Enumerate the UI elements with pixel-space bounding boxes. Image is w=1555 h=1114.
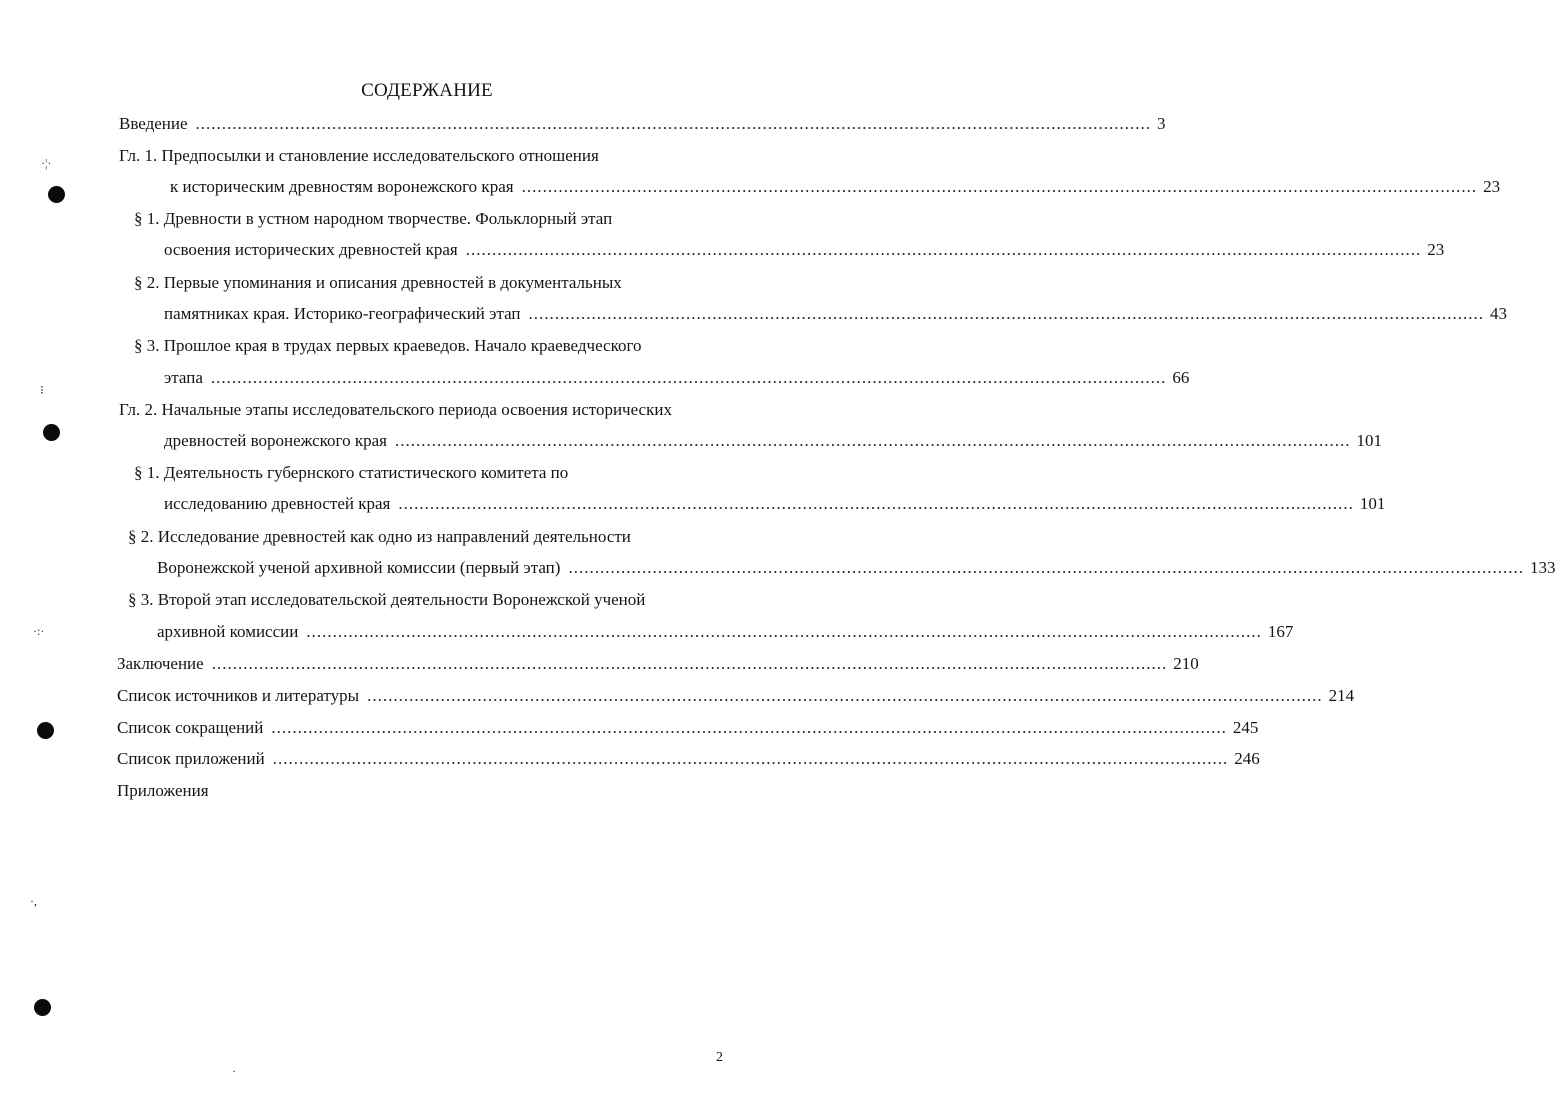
toc-entry-text: памятниках края. Историко-географический этап xyxy=(164,304,521,323)
toc-entry-text: Воронежской ученой архивной комиссии (первый этап) xyxy=(157,558,561,577)
binder-hole-3 xyxy=(37,722,54,739)
dot-leader: ...................................................................................................................................................................................... xyxy=(306,622,1262,641)
page-number: 2 xyxy=(716,1050,723,1065)
toc-entry-text: архивной комиссии xyxy=(157,622,299,641)
toc-page-number: 245 xyxy=(1232,718,1259,737)
dot-leader: ...................................................................................................................................................................................... xyxy=(465,240,1422,259)
scan-speck: ·¦· xyxy=(41,156,52,170)
toc-entry-text: к историческим древностям воронежского края xyxy=(170,177,514,196)
dot-leader: ...................................................................................................................................................................................... xyxy=(271,718,1227,737)
toc-page-number: 23 xyxy=(1427,240,1445,259)
toc-entry-text: Список приложений xyxy=(117,749,265,768)
toc-entry-ch2-section-3-line1: § 3. Второй этап исследовательской деятельности Воронежской ученой xyxy=(128,590,646,609)
toc-entry-appendices: Приложения xyxy=(117,781,209,800)
toc-entry-chapter-1-line1: Гл. 1. Предпосылки и становление исследовательского отношения xyxy=(119,146,599,165)
toc-page-number: 214 xyxy=(1328,686,1355,705)
dot-leader: ...................................................................................................................................................................................... xyxy=(528,304,1484,323)
toc-page-number: 43 xyxy=(1490,304,1507,323)
toc-entry-ch1-section-3-line2 xyxy=(164,368,1190,392)
dot-leader: ...................................................................................................................................................................................... xyxy=(398,494,1354,513)
dot-leader: ...................................................................................................................................................................................... xyxy=(568,558,1524,577)
toc-entry-text: этапа xyxy=(164,368,203,387)
toc-entry-text: исследованию древностей края xyxy=(164,494,391,513)
toc-page-number: 101 xyxy=(1359,494,1386,513)
dot-leader: ...................................................................................................................................................................................... xyxy=(211,654,1168,673)
toc-page-number: 66 xyxy=(1172,368,1190,387)
toc-entry-abbreviations xyxy=(117,718,1259,742)
toc-entry-ch1-section-2-line1: § 2. Первые упоминания и описания древностей в документальных xyxy=(134,273,622,292)
dot-leader: ...................................................................................................................................................................................... xyxy=(210,368,1167,387)
toc-entry-ch1-section-3-line1: § 3. Прошлое края в трудах первых краеведов. Начало краеведческого xyxy=(134,336,642,355)
dot-leader: ...................................................................................................................................................................................... xyxy=(394,431,1351,450)
toc-entry-text: освоения исторических древностей края xyxy=(164,240,458,259)
binder-hole-2 xyxy=(43,424,60,441)
scan-speck: ·, xyxy=(30,894,37,908)
dot-leader: ...................................................................................................................................................................................... xyxy=(195,114,1152,133)
toc-entry-ch1-section-1-line2 xyxy=(164,240,1445,264)
toc-page-number: 23 xyxy=(1483,177,1501,196)
toc-entry-ch1-section-2-line2 xyxy=(164,304,1507,328)
toc-entry-text: Заключение xyxy=(117,654,204,673)
toc-entry-appendix-list xyxy=(117,749,1260,773)
toc-entry-chapter-2-line1: Гл. 2. Начальные этапы исследовательского периода освоения исторических xyxy=(119,400,672,419)
toc-entry-sources xyxy=(117,686,1355,710)
scan-speck: · xyxy=(232,1064,236,1078)
toc-entry-text: Список источников и литературы xyxy=(117,686,360,705)
toc-title: СОДЕРЖАНИЕ xyxy=(361,80,493,101)
binder-hole-4 xyxy=(34,999,51,1016)
dot-leader: ...................................................................................................................................................................................... xyxy=(272,749,1229,768)
dot-leader: ...................................................................................................................................................................................... xyxy=(367,686,1323,705)
toc-entry-ch2-section-2-line1: § 2. Исследование древностей как одно из направлений деятельности xyxy=(128,527,631,546)
toc-entry-text: Введение xyxy=(119,114,188,133)
toc-entry-ch2-section-2-line2 xyxy=(157,558,1555,582)
toc-entry-ch2-section-1-line2 xyxy=(164,494,1386,518)
binder-hole-1 xyxy=(48,186,65,203)
toc-page-number: 167 xyxy=(1267,622,1294,641)
toc-entry-text: древностей воронежского края xyxy=(164,431,387,450)
toc-entry-ch2-section-1-line1: § 1. Деятельность губернского статистического комитета по xyxy=(134,463,569,482)
scan-speck: ⁝ xyxy=(40,383,44,397)
toc-entry-ch2-section-3-line2 xyxy=(157,622,1294,646)
toc-entry-chapter-2-line2 xyxy=(164,431,1382,455)
dot-leader: ...................................................................................................................................................................................... xyxy=(521,177,1478,196)
toc-page-number: 246 xyxy=(1234,749,1260,768)
toc-entry-introduction xyxy=(119,114,1166,138)
toc-page-number: 133 xyxy=(1529,558,1555,577)
toc-page-number: 101 xyxy=(1356,431,1382,450)
scan-speck: ·:· xyxy=(33,624,45,638)
toc-entry-chapter-1-line2 xyxy=(170,177,1501,201)
toc-entry-text: Список сокращений xyxy=(117,718,264,737)
toc-page-number: 3 xyxy=(1157,114,1166,133)
toc-entry-ch1-section-1-line1: § 1. Древности в устном народном творчестве. Фольклорный этап xyxy=(134,209,613,228)
toc-entry-conclusion xyxy=(117,654,1199,678)
toc-page-number: 210 xyxy=(1173,654,1199,673)
